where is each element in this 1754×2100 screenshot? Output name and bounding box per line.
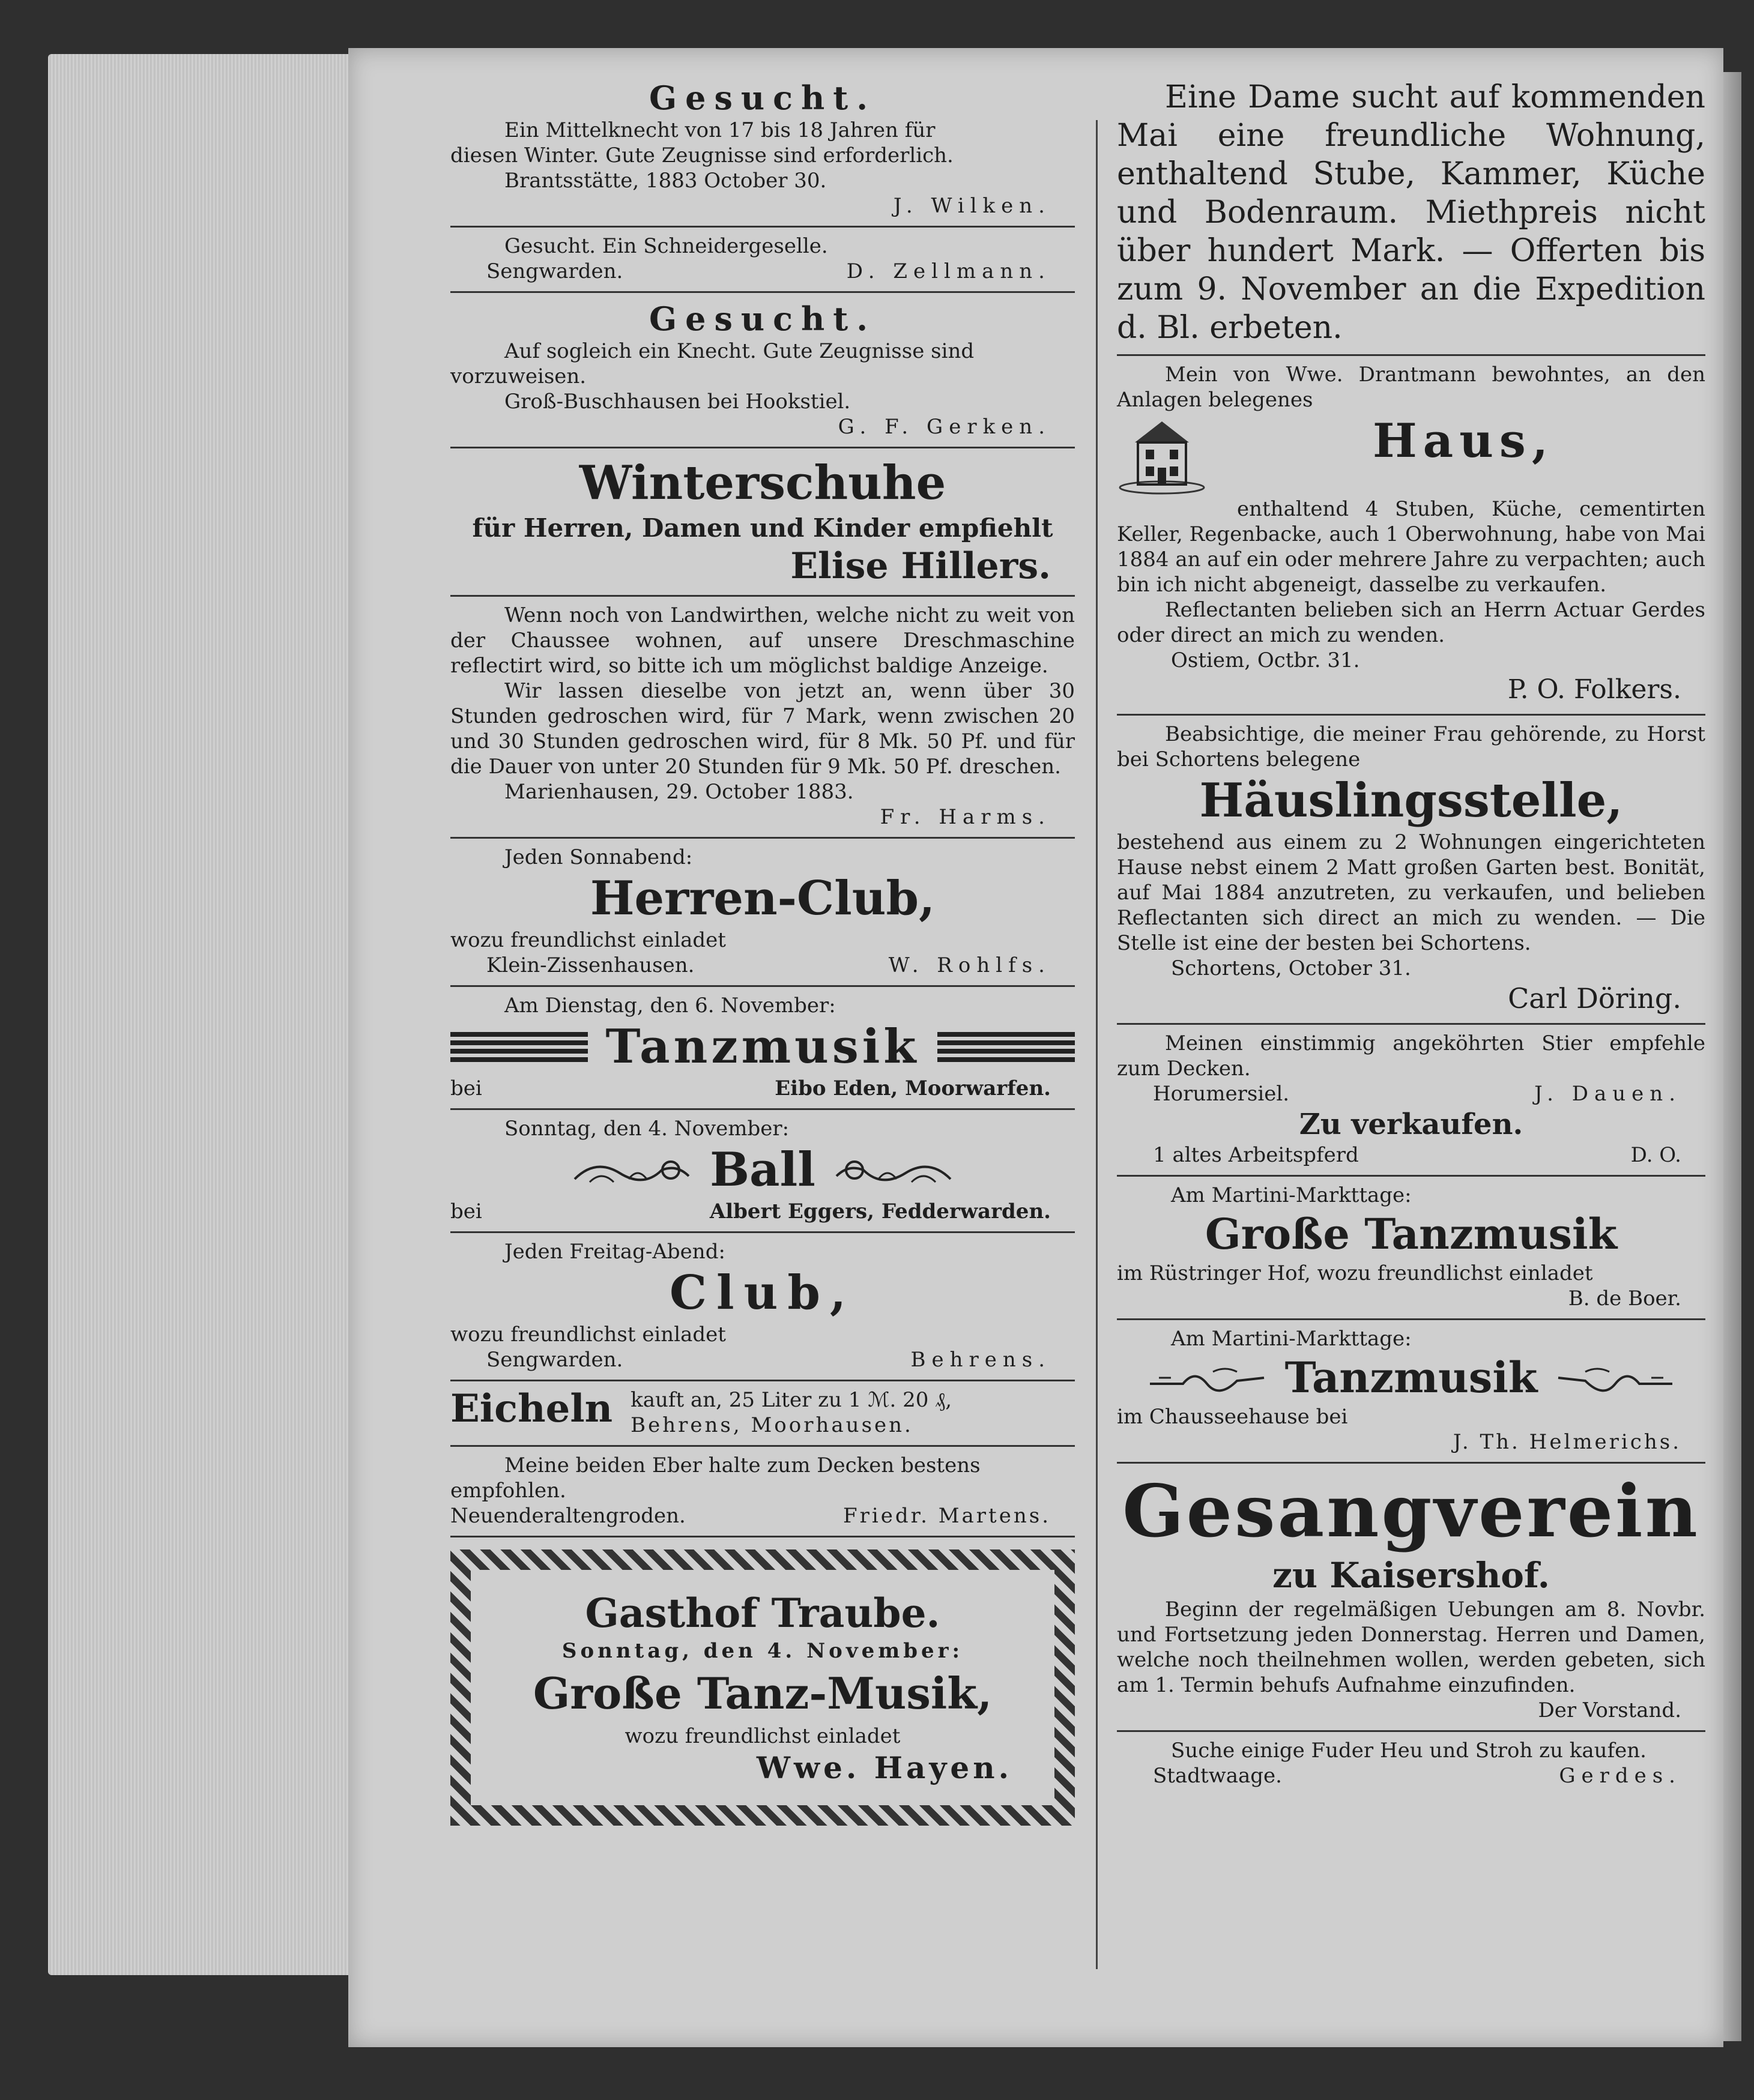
flourish-ornament-icon xyxy=(1555,1360,1675,1396)
book-page-edges xyxy=(48,54,360,1975)
ad-signature: J. Dauen. xyxy=(1534,1082,1681,1106)
ad-signature: J. Wilken. xyxy=(893,194,1051,218)
ad-herren-club xyxy=(450,839,1075,987)
ad-signature: J. Th. Helmerichs. xyxy=(1453,1430,1681,1454)
ad-line: Auf sogleich ein Knecht. Gute Zeugnisse sind xyxy=(504,339,975,363)
ad-line: Gesucht. Ein Schneidergeselle. xyxy=(504,234,828,258)
ad-place: Neuenderaltengroden. xyxy=(450,1504,686,1528)
ad-title: Tanzmusik xyxy=(1284,1353,1538,1402)
ad-title: Eicheln xyxy=(450,1386,613,1431)
ad-paragraph: Wir lassen dieselbe von jetzt an, wenn über 30 Stunden gedroschen wird, für 7 Mark, wenn zwischen 20 und 30 Stunden gedroschen wird, für 8 Mk. 50 Pf. und für die Dauer von unter 20 Stunden für 9 Mk. 50 Pf. dreschen. xyxy=(450,679,1075,779)
ad-date: Brantsstätte, 1883 October 30. xyxy=(504,169,827,193)
flourish-ornament-icon xyxy=(1147,1360,1267,1396)
ad-line: wozu freundlichst einladet xyxy=(624,1724,901,1748)
ad-bei: bei xyxy=(450,1199,482,1223)
ad-date: Marienhausen, 29. October 1883. xyxy=(504,780,854,804)
ad-signature: W. Rohlfs. xyxy=(888,953,1051,977)
ad-line: wozu freundlichst einladet xyxy=(450,928,726,952)
ad-signature: B. de Boer. xyxy=(1568,1287,1681,1311)
ad-place: Klein-Zissenhausen. xyxy=(486,953,695,977)
ad-line: 1 altes Arbeitspferd xyxy=(1153,1143,1359,1167)
ad-date: Schortens, October 31. xyxy=(1171,956,1411,980)
ad-title: Große Tanzmusik xyxy=(1205,1209,1618,1259)
ad-line: Sonntag, den 4. November: xyxy=(561,1639,964,1663)
ad-line: für Herren, Damen und Kinder empfiehlt xyxy=(472,513,1053,543)
ad-gasthof-traube xyxy=(450,1549,1075,1826)
ad-line: wozu freundlichst einladet xyxy=(450,1323,726,1347)
ad-date: Ostiem, Octbr. 31. xyxy=(1171,648,1360,672)
ad-host: Albert Eggers, Fedderwarden. xyxy=(709,1199,1051,1223)
ad-place: Stadtwaage. xyxy=(1153,1764,1282,1788)
ad-paragraph: enthaltend 4 Stuben, Küche, cementirten Keller, Regenbacke, auch 1 Oberwohnung, habe von Mai 1884 an auf ein oder mehrere Jahre zu verpachten; auch bin ich nicht abgeneigt, dasselbe zu verkaufen. xyxy=(1117,497,1706,597)
ad-heu-stroh xyxy=(1117,1732,1705,1796)
ad-eber xyxy=(450,1447,1075,1537)
ad-line: Suche einige Fuder Heu und Stroh zu kaufen. xyxy=(1171,1739,1647,1763)
right-column xyxy=(1117,72,1705,1796)
ad-line: Am Dienstag, den 6. November: xyxy=(504,994,836,1018)
ad-signature: Der Vorstand. xyxy=(1538,1698,1681,1722)
ad-line: Meinen einstimmig angeköhrten Stier empfehle zum Decken. xyxy=(1117,1031,1705,1081)
ad-gesucht-mittelknecht xyxy=(450,72,1075,228)
ad-tanzmusik-chausseehaus xyxy=(1117,1320,1705,1464)
ad-ball xyxy=(450,1110,1075,1233)
ad-stier xyxy=(1117,1025,1705,1177)
ad-signature: Behrens. xyxy=(910,1348,1051,1372)
ad-paragraph: Wenn noch von Landwirthen, welche nicht zu weit von der Chaussee wohnen, auf unsere Dreschmaschine reflectirt wird, so bitte ich um möglichst baldige Anzeige. xyxy=(450,603,1075,678)
ad-wohnung-gesucht xyxy=(1117,72,1705,356)
ad-line: Sonntag, den 4. November: xyxy=(504,1117,790,1141)
ad-title: Haus, xyxy=(1372,414,1554,468)
ad-title: Ball xyxy=(710,1142,815,1197)
ad-paragraph: Beginn der regelmäßigen Uebungen am 8. Novbr. und Fortsetzung jeden Donnerstag. Herren und Damen, welche noch theilnehmen wollen, werden gebeten, sich am 1. Termin behufs Aufnahme einzufinden. xyxy=(1117,1598,1705,1697)
ad-title-2: zu Kaisershof. xyxy=(1272,1555,1550,1596)
ad-signature: Friedr. Martens. xyxy=(842,1504,1051,1528)
ad-title: Club, xyxy=(669,1266,856,1320)
ad-line: Mein von Wwe. Drantmann bewohntes, an den Anlagen belegenes xyxy=(1117,363,1705,412)
ad-title: Herren-Club, xyxy=(590,871,936,926)
ad-line: im Rüstringer Hof, wozu freundlichst einladet xyxy=(1117,1261,1593,1285)
column-divider xyxy=(1096,120,1098,1969)
ad-line: Meine beiden Eber halte zum Decken bestens xyxy=(504,1453,981,1477)
ad-eicheln xyxy=(450,1381,1075,1447)
ad-title: Häuslingsstelle, xyxy=(1199,773,1623,828)
left-column xyxy=(450,72,1075,1826)
ad-place: Sengwarden. xyxy=(486,1348,623,1372)
newspaper-page xyxy=(348,48,1723,2047)
ad-paragraph: Eine Dame sucht auf kommenden Mai eine freundliche Wohnung, enthaltend Stube, Kammer, Küche und Bodenraum. Miethpreis nicht über hundert Mark. — Offerten bis zum 9. November an die Expedition d. Bl. erbeten. xyxy=(1117,79,1705,346)
ad-gesucht-schneidergeselle xyxy=(450,228,1075,293)
ad-place: Groß-Buschhausen bei Hookstiel. xyxy=(504,390,851,414)
ad-winterschuhe xyxy=(450,448,1075,597)
flourish-ornament-icon xyxy=(833,1152,954,1188)
ad-line: Beabsichtige, die meiner Frau gehörende, zu Horst bei Schortens belegene xyxy=(1117,722,1705,771)
ad-gesangverein xyxy=(1117,1464,1705,1732)
ad-line: Jeden Sonnabend: xyxy=(504,845,693,869)
ad-signature: Behrens, Moorhausen. xyxy=(631,1413,913,1437)
ad-title: Winterschuhe xyxy=(579,456,946,510)
ad-signature: P. O. Folkers. xyxy=(1507,674,1681,705)
ad-title: Gesucht. xyxy=(649,300,877,338)
ad-line: Am Martini-Markttage: xyxy=(1171,1183,1412,1207)
ad-signature: Wwe. Hayen. xyxy=(756,1750,1012,1785)
ad-name: Elise Hillers. xyxy=(790,545,1051,587)
ad-dreschmaschine xyxy=(450,597,1075,839)
ad-line: diesen Winter. Gute Zeugnisse sind erforderlich. xyxy=(450,143,954,167)
ad-signature: D. Zellmann. xyxy=(846,259,1051,283)
house-icon xyxy=(1117,412,1207,496)
ad-title: Gesangverein xyxy=(1122,1469,1700,1554)
ad-gesucht-knecht xyxy=(450,293,1075,448)
flourish-ornament-icon xyxy=(572,1152,692,1188)
ad-place: Horumersiel. xyxy=(1153,1082,1290,1106)
ad-bei: bei xyxy=(450,1076,482,1100)
ad-signature: D. O. xyxy=(1630,1143,1681,1167)
ad-club xyxy=(450,1233,1075,1381)
ad-line: vorzuweisen. xyxy=(450,364,587,388)
ad-title: Gesucht. xyxy=(649,79,877,117)
ad-line: Am Martini-Markttage: xyxy=(1171,1327,1412,1351)
ad-line: im Chausseehause bei xyxy=(1117,1405,1348,1429)
ad-grosse-tanzmusik xyxy=(1117,1177,1705,1320)
ad-tanzmusik-moorwarfen xyxy=(450,987,1075,1110)
ad-signature: G. F. Gerken. xyxy=(838,415,1051,439)
ad-line: empfohlen. xyxy=(450,1479,566,1503)
ad-signature: Carl Döring. xyxy=(1508,982,1681,1015)
ad-signature: Gerdes. xyxy=(1559,1764,1681,1788)
ad-line: Ein Mittelknecht von 17 bis 18 Jahren für xyxy=(504,118,936,142)
ad-line: Jeden Freitag-Abend: xyxy=(504,1240,725,1264)
ad-paragraph: Reflectanten belieben sich an Herrn Actuar Gerdes oder direct an mich zu wenden. xyxy=(1117,598,1705,647)
ad-haeuslingsstelle xyxy=(1117,716,1705,1025)
ad-host: Eibo Eden, Moorwarfen. xyxy=(775,1076,1051,1100)
ad-haus xyxy=(1117,356,1705,716)
decorative-rule-icon xyxy=(937,1032,1075,1062)
ad-paragraph: bestehend aus einem zu 2 Wohnungen eingerichteten Hause nebst einem 2 Matt großen Garten best. Bonität, auf Mai 1884 anzutreten, zu verkaufen, und belieben Reflectanten sich direct an mich zu wenden. — Die Stelle ist eine der besten bei Schortens. xyxy=(1117,830,1705,955)
ad-place: Sengwarden. xyxy=(486,259,623,283)
ad-signature: Fr. Harms. xyxy=(880,805,1051,829)
ad-title: Tanzmusik xyxy=(605,1019,920,1074)
ad-line: kauft an, 25 Liter zu 1 ℳ. 20 ₰, xyxy=(631,1388,952,1412)
decorative-rule-icon xyxy=(450,1032,588,1062)
ad-title: Zu verkaufen. xyxy=(1299,1108,1523,1141)
ad-title: Gasthof Traube. xyxy=(585,1590,940,1637)
ad-title-2: Große Tanz-Musik, xyxy=(533,1668,993,1719)
